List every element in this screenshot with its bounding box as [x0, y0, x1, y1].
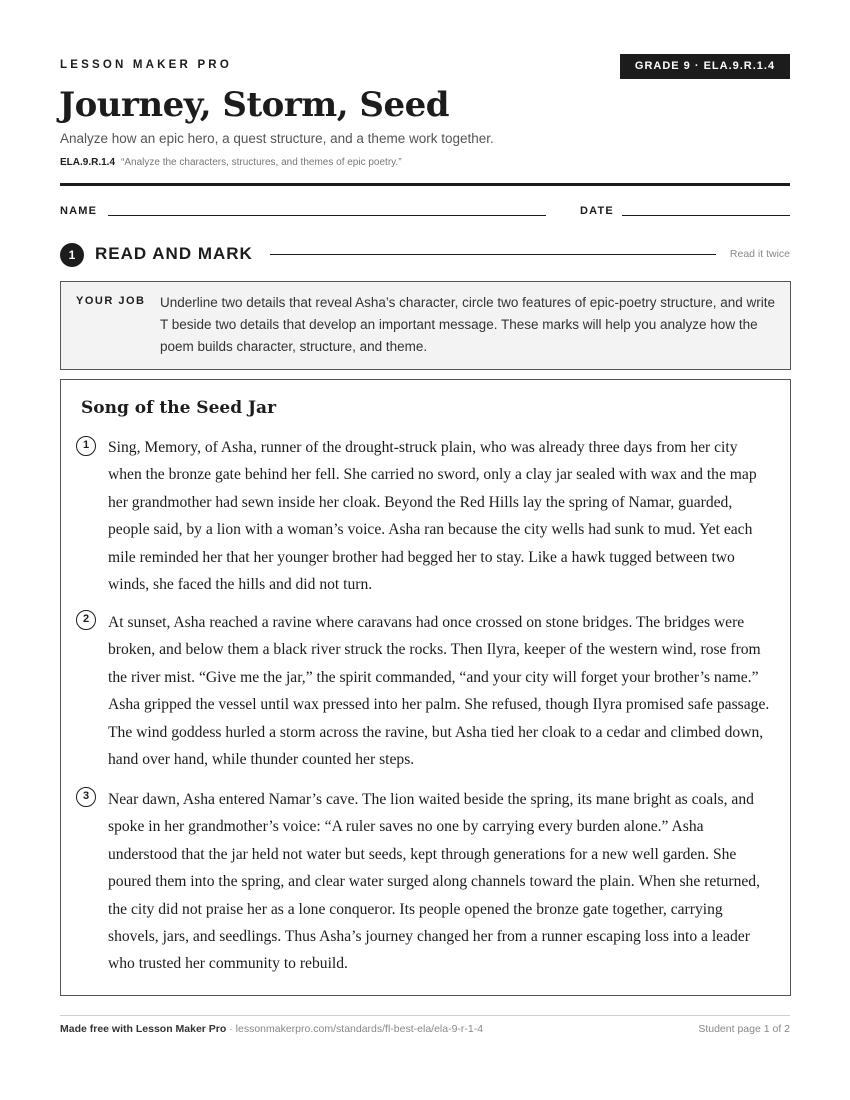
footer-page-number: Student page 1 of 2	[698, 1023, 790, 1035]
header-divider	[60, 183, 790, 186]
paragraph-3: Near dawn, Asha entered Namar’s cave. The lion waited beside the spring, its mane bright as coals, and spoke in her grandmother’s voice: “A ruler saves no one by carrying every burden alone.” Asha understood that the jar held not water but seeds, kept through generations for a new well garden. She poured them into the spring, and clear water surged along channels toward the plain. When she returned, the city did not praise her as a lone conqueror. Its people opened the bronze gate together, carrying shovels, jars, and seedlings. Thus Asha’s journey changed her from a runner escaping loss into a leader who trusted her community to rebuild.	[108, 791, 760, 973]
section-number-badge: 1	[60, 243, 84, 267]
instructions-box	[60, 281, 791, 370]
paragraph-number-3: 3	[76, 787, 96, 807]
paragraph-2: At sunset, Asha reached a ravine where caravans had once crossed on stone bridges. The bridges were broken, and below them a black river struck the rocks. Then Ilyra, keeper of the western wind, rose from the river mist. “Give me the jar,” the spirit commanded, “and your city will forget your brother’s name.” Asha gripped the vessel until wax pressed into her palm. She refused, though Ilyra promised safe passage. The wind goddess hurled a storm across the ravine, but Asha tied her cloak to a cedar and climbed down, hand over hand, while thunder counted her steps.	[108, 614, 770, 769]
passage-title: Song of the Seed Jar	[81, 398, 277, 418]
section-title: READ AND MARK	[95, 244, 253, 263]
instructions-label: YOUR JOB	[76, 295, 146, 307]
worksheet-title: Journey, Storm, Seed	[59, 85, 450, 125]
name-label: NAME	[60, 205, 98, 217]
paragraph-number-2: 2	[76, 610, 96, 630]
footer-credit	[60, 1023, 483, 1035]
passage-box	[60, 379, 791, 996]
section-note: Read it twice	[729, 248, 790, 260]
worksheet-subtitle: Analyze how an epic hero, a quest structure, and a theme work together.	[60, 131, 494, 146]
name-field[interactable]	[108, 215, 546, 216]
footer-made-with: Made free with Lesson Maker Pro	[60, 1023, 227, 1035]
paragraph-number-1: 1	[76, 436, 96, 456]
date-label: DATE	[580, 205, 614, 217]
paragraph-1: Sing, Memory, of Asha, runner of the drought-struck plain, who was already three days from her city when the bronze gate behind her fell. She carried no sword, only a clay jar sealed with wax and the map her grandmother had sewn inside her cloak. Beyond the Red Hills lay the spring of Namar, guarded, people said, by a lion with a woman’s voice. Asha ran because the city wells had sunk to mud. Yet each mile reminded her that her younger brother had begged her to stay. Like a hawk tugged between two winds, she faced the hills and did not turn.	[108, 439, 757, 594]
section-divider	[270, 254, 716, 255]
grade-standard-badge: GRADE 9 · ELA.9.R.1.4	[620, 54, 790, 79]
footer-url: lessonmakerpro.com/standards/fl-best-ela/ela-9-r-1-4	[235, 1023, 484, 1035]
standard-code: ELA.9.R.1.4	[60, 157, 116, 168]
instructions-text: Underline two details that reveal Asha’s character, circle two features of epic-poetry structure, and write T beside two details that develop an important message. These marks will help you analyze how the poem builds character, structure, and theme.	[160, 295, 776, 354]
date-field[interactable]	[622, 215, 790, 216]
standard-quote: “Analyze the characters, structures, and themes of epic poetry.”	[121, 157, 402, 168]
standard-line	[60, 157, 402, 168]
footer-separator: ·	[226, 1023, 236, 1035]
footer-divider	[60, 1015, 790, 1016]
brand-name: LESSON MAKER PRO	[60, 59, 232, 71]
